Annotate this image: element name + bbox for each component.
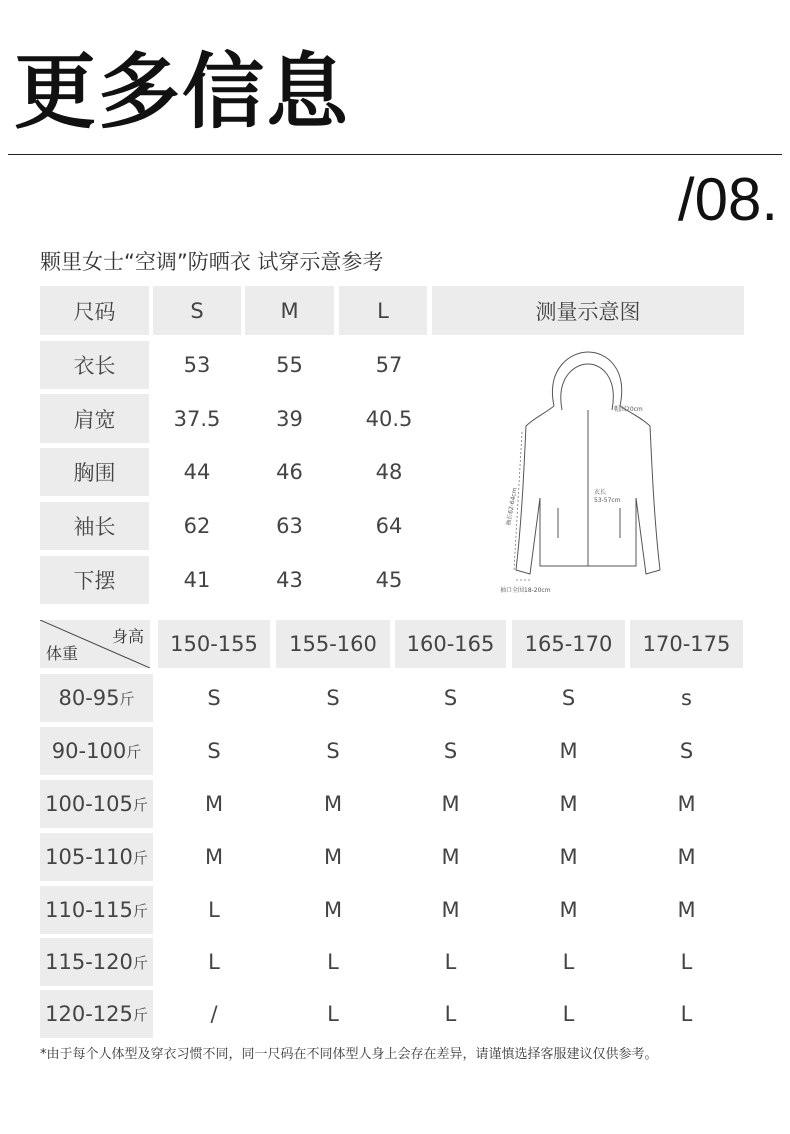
row-value: 40.5: [365, 406, 413, 431]
fit-size: M: [559, 739, 578, 763]
fit-size: L: [562, 950, 575, 974]
fit-size: L: [444, 950, 457, 974]
row-value: 41: [183, 568, 211, 592]
fit-size: L: [327, 950, 339, 974]
fit-size: /: [210, 1002, 218, 1026]
fit-size: s: [681, 686, 692, 710]
height-header: 165-170: [512, 620, 625, 668]
fit-size: S: [207, 739, 221, 763]
disclaimer-note: *由于每个人体型及穿衣习惯不同，同一尺码在不同体型人身上会存在差异，请谨慎选择客服建议仅供参考。: [40, 1047, 658, 1062]
weight-label: 100-105 斤: [40, 780, 153, 828]
fit-size: M: [677, 898, 696, 922]
fit-size: L: [680, 950, 693, 974]
jacket-measurement-diagram: [496, 348, 686, 598]
row-label: 下摆: [40, 556, 149, 604]
jacket-icon: [496, 348, 686, 598]
sleeve-label: 袖长62-64cm: [505, 487, 519, 527]
row-value: 57: [375, 353, 403, 377]
weight-label: 120-125 斤: [40, 990, 153, 1038]
fit-size: M: [204, 792, 224, 816]
fit-size: S: [443, 739, 458, 763]
row-label: 袖长: [40, 502, 149, 550]
fit-size: M: [441, 845, 460, 869]
fit-size: L: [680, 1002, 693, 1026]
height-axis-label: 身高: [111, 627, 144, 646]
fit-size: S: [561, 686, 576, 710]
fit-size: M: [204, 845, 224, 869]
row-value: 48: [375, 460, 403, 484]
fit-table-corner: [40, 620, 150, 668]
weight-label: 80-95 斤: [40, 674, 153, 722]
fit-size: M: [677, 845, 696, 869]
row-value: 62: [183, 514, 211, 538]
fit-size: M: [559, 845, 578, 869]
weight-label: 110-115 斤: [40, 886, 153, 934]
weight-label: 90-100 斤: [40, 727, 153, 775]
fit-size: L: [208, 950, 220, 974]
weight-label: 105-110 斤: [40, 833, 153, 881]
fit-size: M: [323, 898, 343, 922]
measure-diagram-header: 测量示意图: [432, 286, 744, 335]
row-value: 37.5: [173, 406, 221, 431]
page-number: /08.: [677, 166, 778, 233]
weight-label: 115-120 斤: [40, 938, 153, 986]
fit-size: M: [677, 792, 696, 816]
height-header: 155-160: [276, 620, 390, 668]
length-range-label: 53-57cm: [594, 497, 621, 504]
row-value: 55: [276, 353, 303, 377]
size-header-l: L: [339, 286, 427, 335]
fit-size: S: [679, 739, 694, 763]
fit-size: M: [559, 792, 578, 816]
fit-size: M: [323, 792, 343, 816]
row-value: 45: [375, 568, 403, 592]
page-title: 更多信息: [14, 45, 351, 140]
row-value: 63: [276, 514, 303, 538]
row-label: 胸围: [40, 448, 149, 496]
fit-size: M: [441, 792, 460, 816]
title-divider: [8, 154, 782, 155]
size-header-s: S: [153, 286, 241, 335]
product-subtitle: 颗里女士“空调”防晒衣 试穿示意参考: [40, 250, 384, 274]
fit-size: S: [326, 739, 340, 763]
fit-size: L: [562, 1002, 575, 1026]
fit-size: L: [444, 1002, 457, 1026]
fit-size: S: [207, 686, 221, 710]
row-value: 44: [183, 460, 211, 484]
fit-size: M: [323, 845, 343, 869]
fit-size: L: [208, 898, 220, 922]
row-value: 64: [375, 514, 403, 538]
fit-size: L: [327, 1002, 339, 1026]
row-value: 43: [276, 568, 303, 592]
row-value: 53: [183, 353, 211, 377]
weight-axis-label: 体重: [46, 644, 79, 663]
size-header-label: 尺码: [40, 286, 149, 335]
fit-size: M: [559, 898, 578, 922]
height-header: 160-165: [395, 620, 506, 668]
row-value: 39: [276, 406, 303, 431]
fit-size: S: [326, 686, 340, 710]
fit-size: S: [443, 686, 458, 710]
height-header: 170-175: [630, 620, 743, 668]
row-value: 46: [276, 460, 303, 484]
height-header: 150-155: [158, 620, 270, 668]
row-label: 衣长: [40, 341, 149, 389]
size-header-m: M: [245, 286, 334, 335]
length-label: 衣长: [594, 489, 607, 496]
cuff-label: 袖口全围18-20cm: [500, 587, 551, 594]
hood-label: 帽围20cm: [614, 406, 643, 413]
row-label: 肩宽: [40, 394, 149, 443]
fit-size: M: [441, 898, 460, 922]
